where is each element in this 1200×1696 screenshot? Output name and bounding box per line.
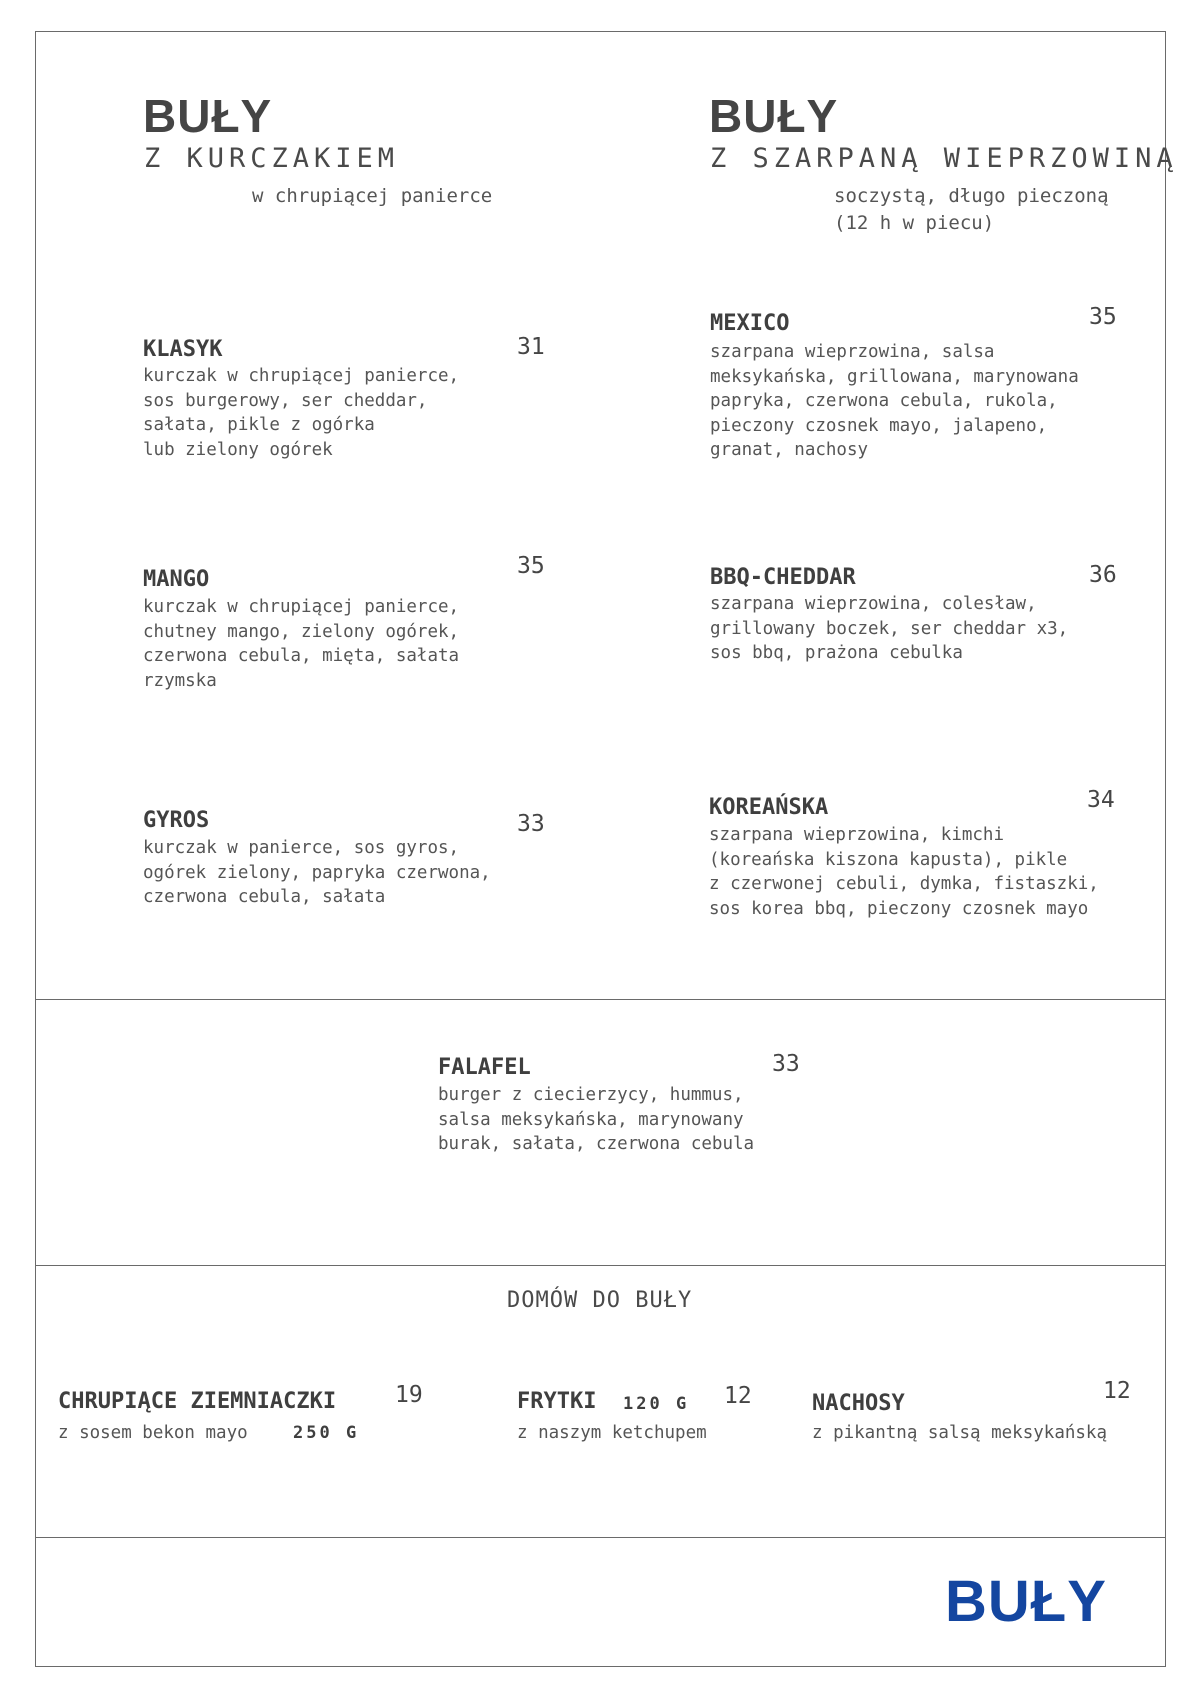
menu-item-name: BBQ-CHEDDAR [710,565,856,590]
side-item-weight: 250 G [293,1423,360,1443]
falafel-desc: burger z ciecierzycy, hummus, salsa meksykańska, marynowany burak, sałata, czerwona cebula [438,1085,755,1154]
chicken-subtitle: Z KURCZAKIEM [144,143,400,174]
side-item-name: FRYTKI [517,1389,597,1414]
menu-item-price: 36 [1089,562,1117,588]
chicken-note: w chrupiącej panierce [252,185,493,207]
side-item-name: NACHOSY [812,1391,905,1416]
chicken-title: BUŁY [143,90,273,142]
side-item-price: 12 [1103,1378,1131,1404]
menu-item-desc: kurczak w panierce, sos gyros, ogórek zielony, papryka czerwona, czerwona cebula, sałata [143,838,491,907]
falafel-price: 33 [772,1051,800,1077]
side-item-desc: z sosem bekon mayo [58,1423,248,1443]
menu-item-desc: kurczak w chrupiącej panierce, chutney mango, zielony ogórek, czerwona cebula, mięta, sałata rzymska [143,597,460,691]
menu-item-name: KOREAŃSKA [709,795,829,820]
menu-item-price: 35 [517,553,545,579]
side-item-desc: z naszym ketchupem [517,1423,707,1443]
menu-item-price: 34 [1087,787,1115,813]
menu-item-name: MEXICO [710,311,790,336]
menu-item-name: GYROS [143,808,210,833]
pork-note: soczystą, długo pieczoną (12 h w piecu) [834,185,1109,234]
falafel-name: FALAFEL [438,1055,531,1080]
menu-item-price: 31 [517,334,545,360]
menu-item-name: KLASYK [143,337,223,362]
divider-footer [35,1537,1166,1538]
side-item-weight: 120 G [623,1394,690,1414]
pork-title: BUŁY [709,90,839,142]
menu-item-price: 35 [1089,304,1117,330]
side-item-desc: z pikantną salsą meksykańską [812,1423,1108,1443]
divider-sides [35,1265,1166,1266]
menu-item-price: 33 [517,811,545,837]
divider-falafel [35,999,1166,1000]
menu-item-desc: kurczak w chrupiącej panierce, sos burgerowy, ser cheddar, sałata, pikle z ogórka lub zielony ogórek [143,366,460,460]
menu-item-desc: szarpana wieprzowina, colesław, grillowany boczek, ser cheddar x3, sos bbq, prażona cebulka [710,594,1069,663]
menu-item-desc: szarpana wieprzowina, salsa meksykańska, grillowana, marynowana papryka, czerwona cebula, rukola, pieczony czosnek mayo, jalapeno, granat, nachosy [710,342,1079,460]
menu-item-desc: szarpana wieprzowina, kimchi (koreańska kiszona kapusta), pikle z czerwonej cebuli, dymka, fistaszki, sos korea bbq, pieczony czosnek mayo [709,825,1099,919]
side-item-name: CHRUPIĄCE ZIEMNIACZKI [58,1389,337,1414]
sides-title: DOMÓW DO BUŁY [507,1288,693,1313]
side-item-price: 12 [724,1383,752,1409]
brand-logo: BUŁY [945,1569,1107,1634]
pork-subtitle: Z SZARPANĄ WIEPRZOWINĄ [710,143,1178,174]
side-item-price: 19 [395,1382,423,1408]
menu-item-name: MANGO [143,567,210,592]
